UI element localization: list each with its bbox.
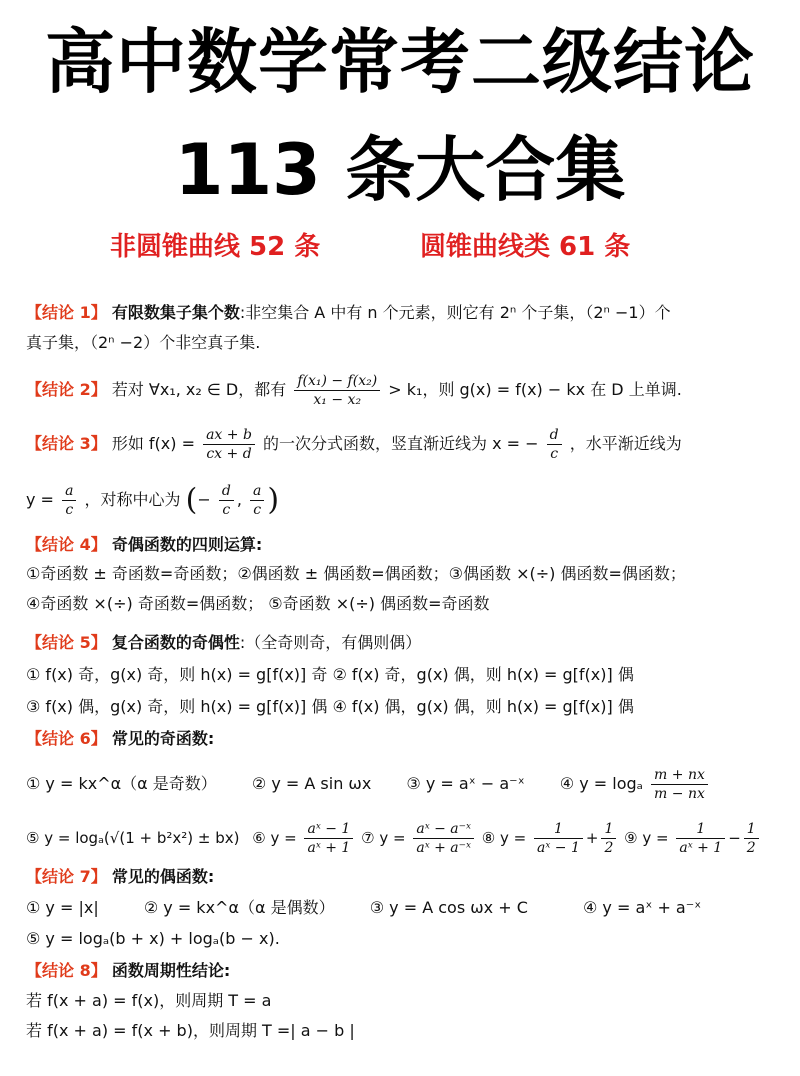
conclusion-label: 【结论 2】: [26, 380, 107, 399]
fraction: $\frac{\text{aˣ − a⁻ˣ}}{\text{aˣ + a⁻ˣ}}$: [413, 820, 474, 857]
fraction: $\frac{m + nx}{m - nx}$: [651, 766, 708, 803]
conclusion-label: 【结论 6】: [26, 729, 107, 748]
conclusion-8-line-2: 若 f(x + a) = f(x + b)，则周期 T =| a − b |: [26, 1021, 355, 1040]
conclusion-2: [26, 372, 682, 409]
fraction: $\frac{d}{c}$: [219, 482, 234, 519]
fraction: $\frac{1}{\text{aˣ − 1}}$: [534, 820, 583, 857]
conclusion-heading: 有限数集子集个数: [111, 303, 240, 322]
conclusion-text: :非空集合 A 中有 n 个元素，则它有 2ⁿ 个子集，（2ⁿ −1）个: [239, 303, 671, 322]
fraction: $\frac{1}{\text{aˣ + 1}}$: [676, 820, 725, 857]
conclusion-label: 【结论 5】: [26, 633, 107, 652]
conclusion-label: 【结论 7】: [26, 867, 107, 886]
fraction: $\frac{1}{2}$: [744, 820, 759, 857]
subtitle-cone: 圆锥曲线类 61 条: [420, 232, 631, 262]
conclusion-4-line-2: ④奇函数 ×(÷) 奇函数=偶函数； ⑤奇函数 ×(÷) 偶函数=奇函数: [26, 594, 490, 613]
conclusion-label: 【结论 8】: [26, 961, 107, 980]
conclusion-text: > k₁，则 g(x) = f(x) − kx 在 D 上单调.: [388, 380, 682, 399]
conclusion-label: 【结论 3】: [26, 434, 107, 453]
conclusion-5-head: 【结论 5】 复合函数的奇偶性:（全奇则奇，有偶则偶）: [26, 633, 422, 652]
conclusion-6-head: 【结论 6】 常见的奇函数:: [26, 729, 215, 748]
conclusion-4-head: 【结论 4】 奇偶函数的四则运算:: [26, 535, 263, 554]
conclusion-label: 【结论 4】: [26, 535, 107, 554]
conclusion-7-head: 【结论 7】 常见的偶函数:: [26, 867, 215, 886]
page-subtitle-count: 113 条大合集: [174, 129, 626, 211]
fraction: $\frac{ax + b}{cx + d}$: [203, 426, 255, 463]
conclusion-5-line-1: ① f(x) 奇，g(x) 奇，则 h(x) = g[f(x)] 奇 ② f(x) 奇，g(x) 偶，则 h(x) = g[f(x)] 偶: [26, 665, 634, 684]
conclusion-4-line-1: ①奇函数 ± 奇函数=奇函数；②偶函数 ± 偶函数=偶函数；③偶函数 ×(÷) 偶函数=偶函数；: [26, 564, 686, 583]
conclusion-1-line-1: [26, 302, 671, 324]
fraction: $\frac{\text{f(x₁) − f(x₂)}}{\text{x₁ − x₂}}$: [294, 372, 380, 409]
conclusion-7-row-2: ⑤ y = logₐ(b + x) + logₐ(b − x).: [26, 929, 280, 948]
page-title: 高中数学常考二级结论: [45, 21, 755, 103]
conclusion-6-row-2: ⑤ y = logₐ(√(1 + b²x²) ± bx) ⑥ y = $\frac{\text{aˣ − 1}}{\text{aˣ + 1}}$ ⑦ y = $\frac{\text{aˣ − a⁻ˣ}}{\text{aˣ + a⁻ˣ}}$ ⑧ y = $\frac{1}{\text{aˣ − 1}}$ + $\frac{1}{2}$ ⑨ y = $\frac{1}{\text{aˣ + 1}}$ − $\frac{1}{2}$: [26, 820, 762, 857]
fraction: $\frac{a}{c}$: [250, 482, 264, 519]
conclusion-label: 【结论 1】: [26, 303, 107, 322]
fraction: $\frac{d}{c}$: [547, 426, 562, 463]
conclusion-7-row-1: ① y = |x| ② y = kx^α（α 是偶数） ③ y = A cos ωx + C ④ y = aˣ + a⁻ˣ: [26, 898, 702, 917]
conclusion-text: 若对 ∀x₁, x₂ ∈ D，都有: [111, 380, 287, 399]
conclusion-5-line-2: ③ f(x) 偶，g(x) 奇，则 h(x) = g[f(x)] 偶 ④ f(x) 偶，g(x) 偶，则 h(x) = g[f(x)] 偶: [26, 697, 634, 716]
conclusion-8-line-1: 若 f(x + a) = f(x)，则周期 T = a: [26, 991, 272, 1010]
subtitle-noncone: 非圆锥曲线 52 条: [110, 232, 321, 262]
fraction: $\frac{1}{2}$: [601, 820, 616, 857]
conclusion-6-row-1: ① y = kx^α（α 是奇数） ② y = A sin ωx ③ y = aˣ − a⁻ˣ ④ y = logₐ $\frac{m + nx}{m - nx}$: [26, 766, 711, 803]
conclusion-3-line-2: y = $\frac{a}{c}$ ，对称中心为 (− $\frac{d}{c}$ , $\frac{a}{c}$ ): [26, 482, 280, 518]
conclusion-8-head: 【结论 8】 函数周期性结论:: [26, 961, 231, 980]
fraction: $\frac{a}{c}$: [62, 482, 76, 519]
conclusion-1-line-2: 真子集，（2ⁿ −2）个非空真子集.: [26, 333, 261, 352]
fraction: $\frac{\text{aˣ − 1}}{\text{aˣ + 1}}$: [304, 820, 353, 857]
conclusion-3-line-1: 【结论 3】 形如 f(x) = $\frac{ax + b}{cx + d}$ 的一次分式函数，竖直渐近线为 x = − $\frac{d}{c}$ ，水平渐近线为: [26, 427, 682, 462]
